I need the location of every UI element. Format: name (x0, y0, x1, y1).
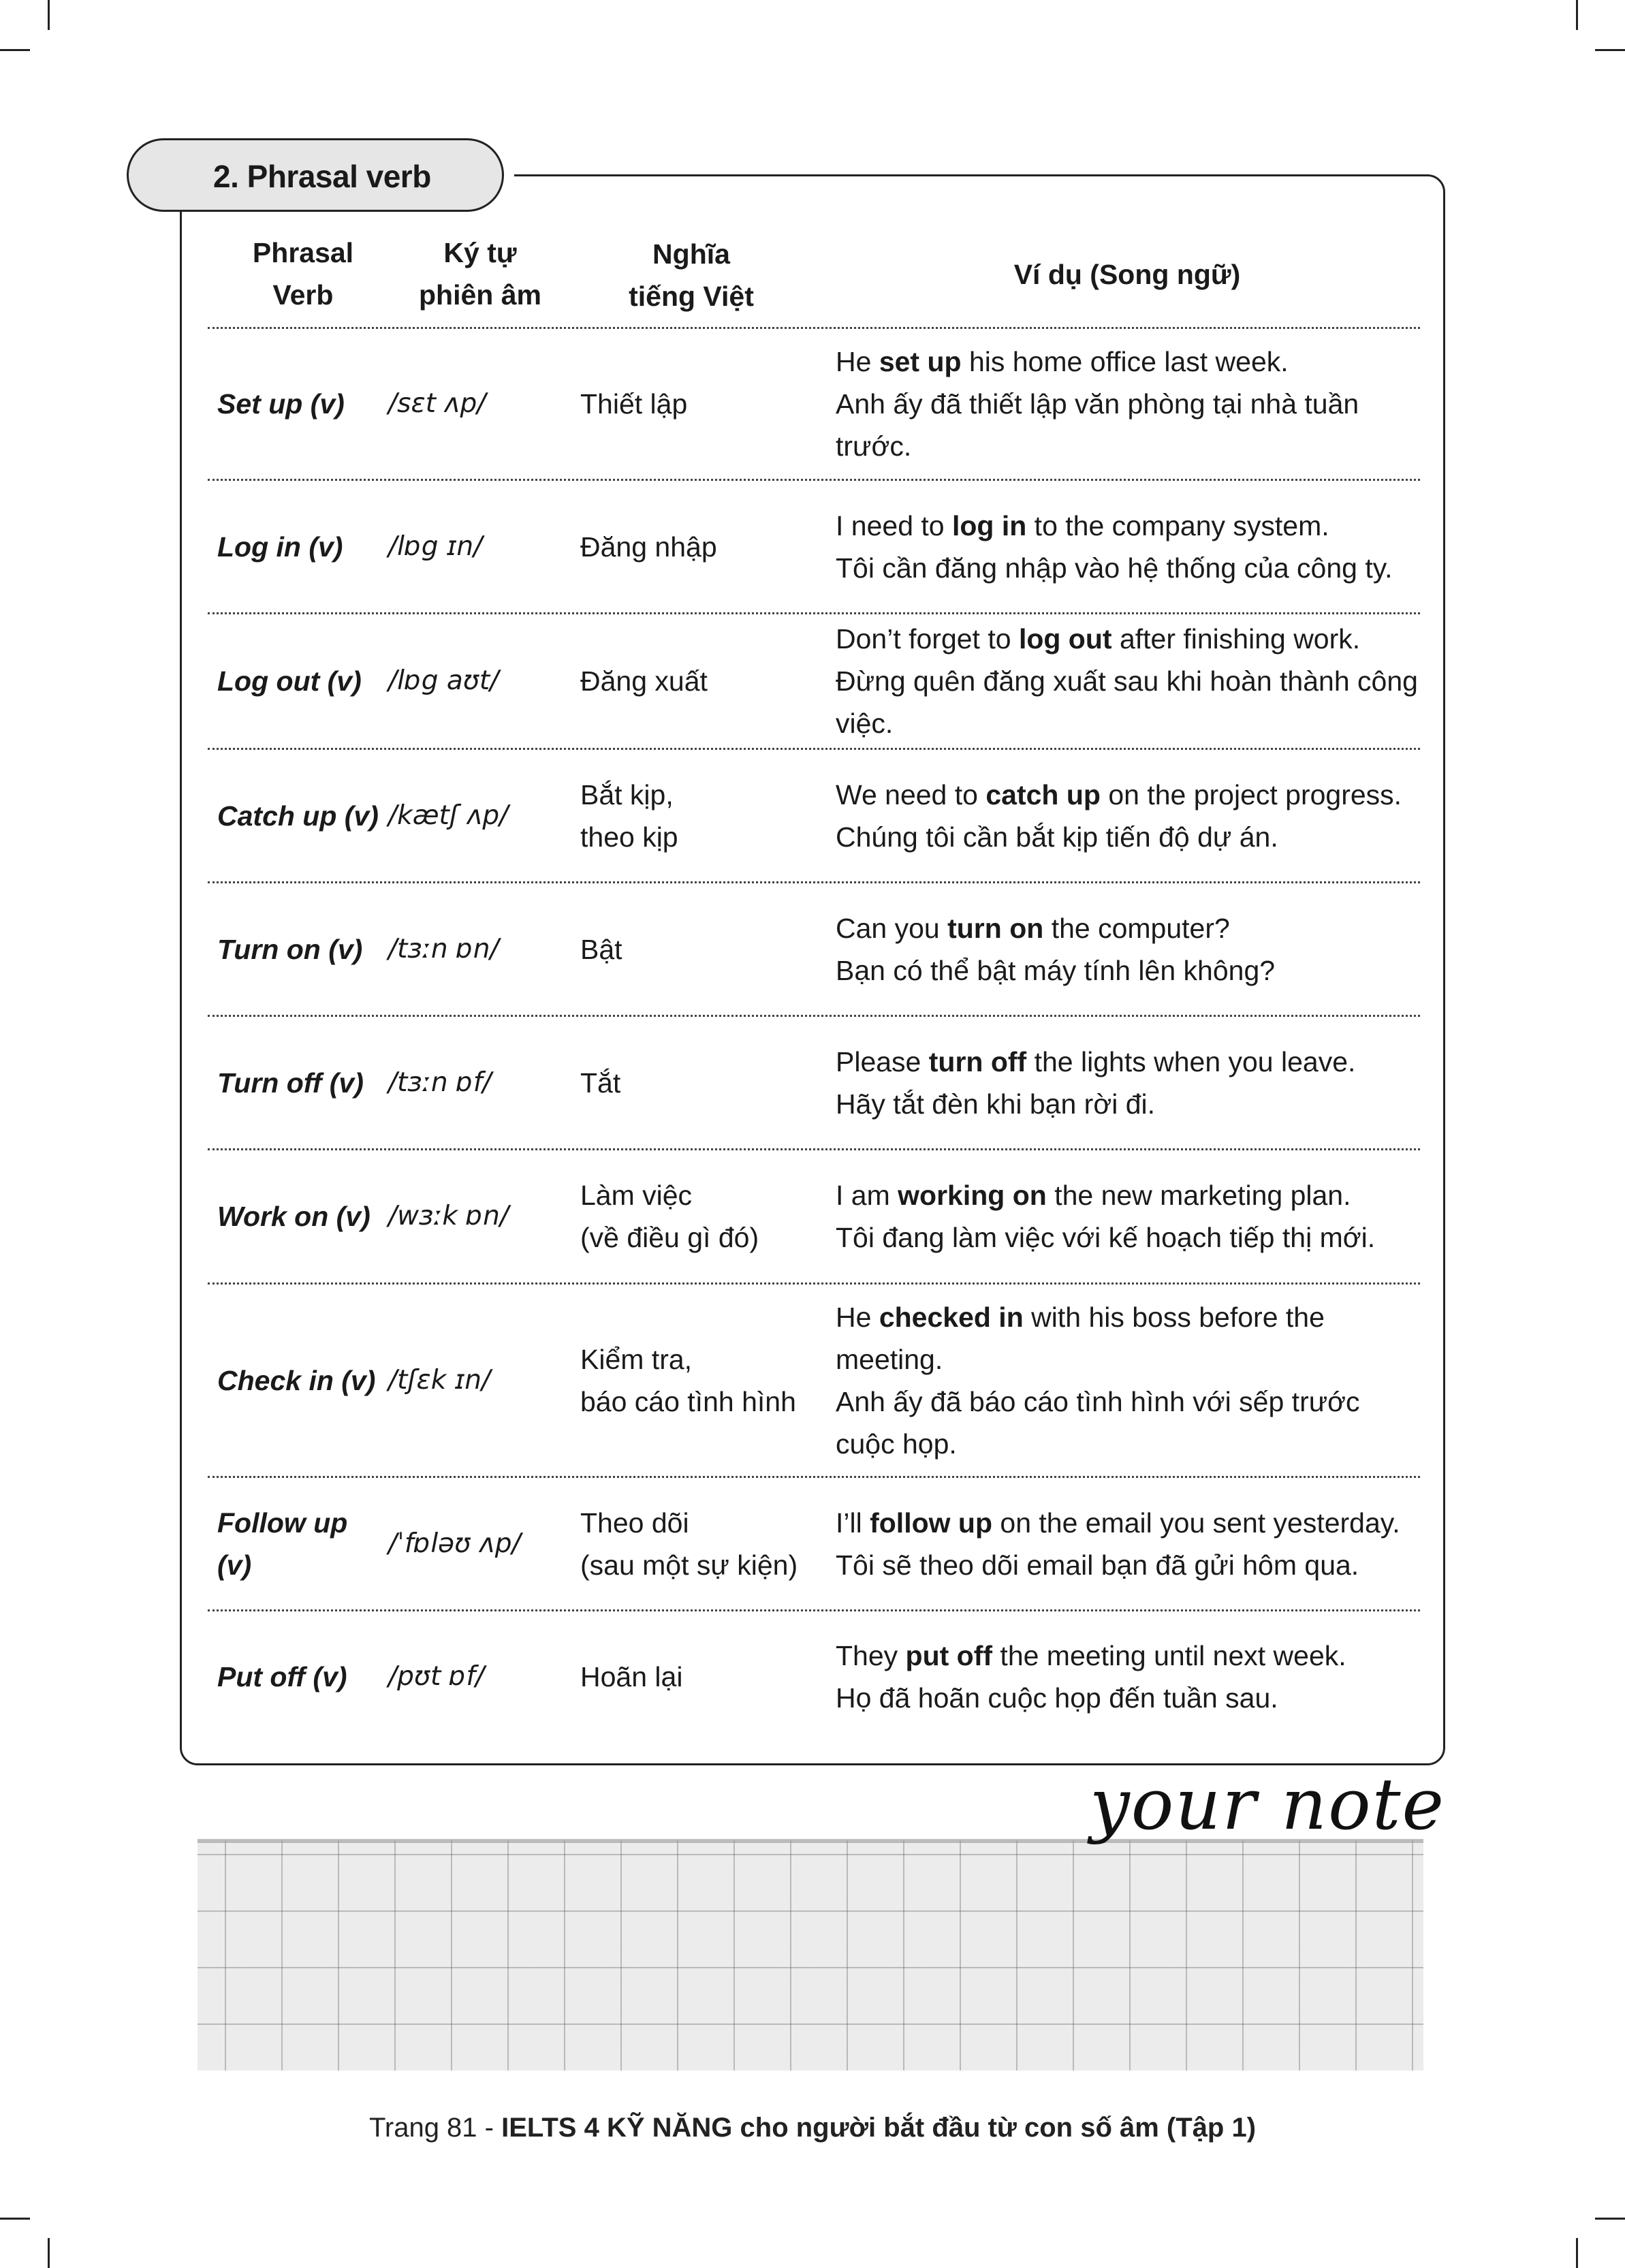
note-grid-paper (198, 1840, 1423, 2070)
crop-mark (48, 2238, 50, 2268)
example-cell (836, 1285, 1421, 1476)
table-row (208, 1476, 1420, 1609)
example-english: I am working on the new marketing plan. (836, 1180, 1351, 1211)
ipa-cell: /ˈfɒləʊ ʌp/ (388, 1528, 521, 1559)
example-english: They put off the meeting until next week. (836, 1640, 1346, 1671)
header-example: Ví dụ (Song ngữ) (1013, 259, 1241, 290)
highlighted-phrasal-verb: log in (951, 509, 1027, 541)
example-vietnamese: Anh ấy đã báo cáo tình hình với sếp trước (836, 1385, 1360, 1417)
crop-mark (1595, 2218, 1625, 2220)
ipa-cell: /tʃɛk ɪn/ (388, 1364, 491, 1396)
table-row (208, 1148, 1420, 1282)
ipa-cell: /wɜːk ɒn/ (388, 1201, 509, 1231)
table-row (208, 479, 1420, 612)
ipa-cell: /lɒg ɪn/ (388, 531, 483, 562)
example-vietnamese: Họ đã hoãn cuộc họp đến tuần sau. (836, 1682, 1278, 1714)
phrasal-verb-cell: Catch up (v) (217, 800, 379, 832)
example-vietnamese: Đừng quên đăng xuất sau khi hoàn thành công (836, 665, 1418, 697)
page-footer (0, 2113, 1625, 2143)
phrasal-verb-cell: Log out (v) (217, 665, 362, 697)
example-english: Don’t forget to log out after finishing work. (836, 623, 1361, 655)
header-meaning: Nghĩa tiếng Việt (629, 238, 754, 312)
example-cell (836, 614, 1421, 748)
footer-page: Trang 81 - (368, 2113, 502, 2143)
example-vietnamese: Tôi sẽ theo dõi email bạn đã gửi hôm qua. (836, 1549, 1359, 1581)
meaning-cell: Đăng xuất (580, 665, 708, 697)
crop-mark (1576, 0, 1578, 30)
example-english: He set up his home office last week. (836, 346, 1289, 377)
example-cell (836, 329, 1421, 479)
section-title: 2. Phrasal verb (213, 159, 431, 194)
highlighted-phrasal-verb: turn off (928, 1045, 1027, 1077)
highlighted-phrasal-verb: checked in (879, 1301, 1024, 1333)
table-row (208, 1282, 1420, 1476)
example-cell (836, 1478, 1421, 1609)
crop-mark (0, 49, 30, 51)
crop-mark (0, 2218, 30, 2220)
highlighted-phrasal-verb: turn on (947, 912, 1044, 944)
example-cell (836, 481, 1421, 612)
table-row (208, 612, 1420, 748)
meaning-cell: Đăng nhập (580, 531, 717, 563)
phrasal-verb-cell: Turn on (v) (217, 933, 363, 965)
meaning-cell: Tắt (580, 1067, 621, 1099)
meaning-cell: Bắt kịp, theo kịp (580, 778, 678, 853)
ipa-cell: /kætʃ ʌp/ (388, 800, 509, 831)
phrasal-verb-cell: Put off (v) (217, 1661, 347, 1692)
example-vietnamese: việc. (836, 708, 894, 739)
example-english: He checked in with his boss before the meeting. (836, 1301, 1325, 1375)
example-vietnamese: Tôi cần đăng nhập vào hệ thống của công ty. (836, 552, 1393, 584)
phrasal-verb-cell: Log in (v) (217, 531, 343, 563)
example-vietnamese: Hãy tắt đèn khi bạn rời đi. (836, 1088, 1156, 1120)
table-row (208, 1609, 1420, 1742)
header-verb: Phrasal Verb (252, 237, 354, 311)
table-row (208, 1015, 1420, 1148)
ipa-cell: /lɒg aʊt/ (388, 665, 499, 696)
ipa-cell: /tɜːn ɒn/ (388, 933, 499, 964)
highlighted-phrasal-verb: working on (898, 1180, 1047, 1211)
header-ipa: Ký tự phiên âm (419, 237, 541, 311)
meaning-cell: Theo dõi (sau một sự kiện) (580, 1507, 798, 1581)
table-row (208, 881, 1420, 1015)
example-english: Please turn off the lights when you leave. (836, 1045, 1356, 1077)
highlighted-phrasal-verb: log out (1018, 623, 1112, 655)
example-vietnamese: Bạn có thể bật máy tính lên không? (836, 954, 1276, 986)
example-vietnamese: trước. (836, 430, 912, 462)
example-vietnamese: cuộc họp. (836, 1428, 957, 1460)
highlighted-phrasal-verb: put off (905, 1640, 993, 1671)
table-header (208, 229, 1420, 327)
ipa-cell: /pʊt ɒf/ (388, 1661, 485, 1692)
footer-book-title: IELTS 4 KỸ NĂNG cho người bắt đầu từ con số âm (Tập 1) (501, 2113, 1257, 2143)
ipa-cell: /tɜːn ɒf/ (388, 1067, 492, 1098)
example-cell (836, 1017, 1421, 1148)
example-english: We need to catch up on the project progress. (836, 778, 1402, 810)
example-vietnamese: Chúng tôi cần bắt kịp tiến độ dự án. (836, 821, 1278, 853)
meaning-cell: Hoãn lại (580, 1661, 683, 1692)
note-label: your note (1090, 1763, 1446, 1846)
section-tab (127, 138, 504, 212)
example-english: Can you turn on the computer? (836, 912, 1230, 944)
crop-mark (1595, 49, 1625, 51)
highlighted-phrasal-verb: catch up (985, 778, 1101, 810)
phrasal-verb-cell: Follow up (v) (217, 1507, 348, 1581)
highlighted-phrasal-verb: follow up (870, 1507, 993, 1539)
example-cell (836, 1150, 1421, 1282)
meaning-cell: Bật (580, 933, 622, 965)
crop-mark (1576, 2238, 1578, 2268)
example-cell (836, 750, 1421, 881)
example-vietnamese: Tôi đang làm việc với kế hoạch tiếp thị mới. (836, 1222, 1376, 1253)
phrasal-verb-cell: Set up (v) (217, 388, 345, 420)
phrasal-verb-cell: Work on (v) (217, 1201, 370, 1232)
crop-mark (48, 0, 50, 30)
phrasal-verb-cell: Turn off (v) (217, 1067, 364, 1099)
table-row (208, 748, 1420, 881)
example-english: I need to log in to the company system. (836, 509, 1329, 541)
example-cell (836, 1611, 1421, 1742)
example-english: I’ll follow up on the email you sent yesterday. (836, 1507, 1400, 1539)
table-row (208, 327, 1420, 479)
ipa-cell: /sɛt ʌp/ (388, 388, 486, 419)
example-cell (836, 883, 1421, 1015)
example-vietnamese: Anh ấy đã thiết lập văn phòng tại nhà tuần (836, 388, 1359, 420)
meaning-cell: Thiết lập (580, 388, 688, 420)
meaning-cell: Kiểm tra, báo cáo tình hình (580, 1343, 796, 1417)
table-body (208, 327, 1420, 1742)
phrasal-verb-cell: Check in (v) (217, 1364, 376, 1396)
highlighted-phrasal-verb: set up (879, 346, 962, 377)
meaning-cell: Làm việc (về điều gì đó) (580, 1180, 759, 1253)
